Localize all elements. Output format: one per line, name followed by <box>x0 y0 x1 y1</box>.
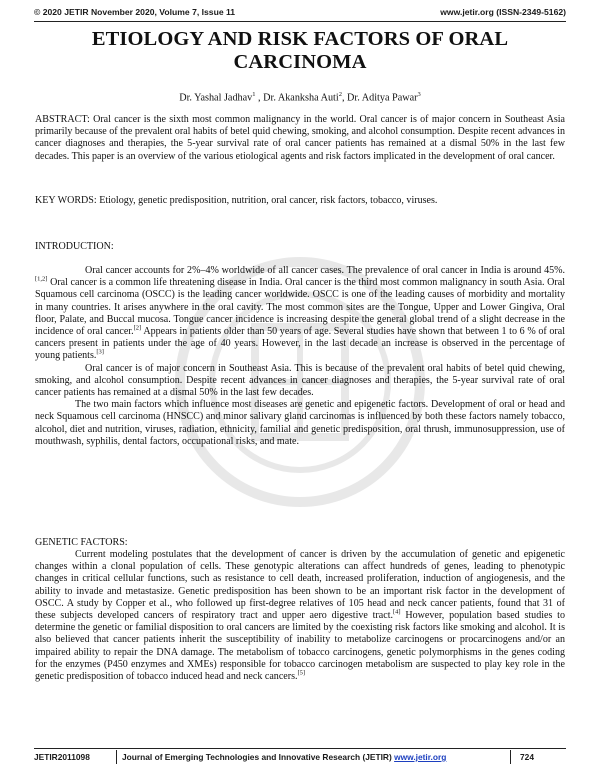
citation: [5] <box>297 669 306 677</box>
author-1-affiliation: 1 <box>252 91 256 98</box>
author-list <box>30 91 570 103</box>
page-number: 724 <box>520 752 534 762</box>
page-header <box>34 7 566 21</box>
title-line-2: CARCINOMA <box>233 51 367 73</box>
section-heading-introduction: INTRODUCTION: <box>35 241 114 252</box>
page-footer <box>34 752 566 766</box>
abstract-text: ABSTRACT: Oral cancer is the sixth most common malignancy in the world. Oral cancer is of major concern in Southeast Asia primarily because of the prevalent oral habits of betel quid chewing, smoking, and alcohol consumption. Despite recent advances in cancer diagnoses and therapies, the 5-year survival rate of oral cancer patients has remained at a dismal 50% in the last few decades. This paper is an overview of the various etiological agents and risk factors implicated in the development of oral cancer. <box>35 114 565 162</box>
genetic-paragraph-1: Current modeling postulates that the development of cancer is driven by the accumulation of genetic and epigenetic changes within a clonal population of cells. These genotypic alterations can affect hundreds of genes, leading to phenotypic changes in critical cellular functions, such as resistance to cell death, increased proliferation, induction of angiogenesis, and the ability to invade and metastasize. Genetic predisposition has been shown to be an important risk factor in the development of OSCC. A study by Copper et al., who followed up first-degree relatives of 105 head and neck cancer patients, found that 31 of these subjects developed cancers of respiratory tract and upper aero digestive tract.[4] However, population based studies to determine the genetic or familial disposition to oral cancers are limited by the coexisting risk factors like smoking and alcohol. It is also believed that cancer patients inherit the susceptibility of inability to metabolize carcinogens or procarcinogens and/or an impaired ability to repair the DNA damage. The metabolism of tobacco carcinogens, genetic polymorphisms in the genes coding for the enzymes (P450 enzymes and XMEs) responsible for tobacco carcinogen metabolism are suspected to play key role in the genetic predisposition of tobacco induced head and neck cancers.[5] <box>35 549 565 683</box>
article-code: JETIR2011098 <box>34 752 90 762</box>
citation: [4] <box>393 608 401 616</box>
header-website-issn[interactable]: www.jetir.org (ISSN-2349-5162) <box>440 7 566 17</box>
footer-separator <box>116 750 117 764</box>
keywords <box>35 195 565 207</box>
author-1: Dr. Yashal Jadhav <box>179 92 253 104</box>
footer-separator <box>510 750 511 764</box>
introduction-paragraph-2: Oral cancer is of major concern in Southeast Asia. This is because of the prevalent oral habits of betel quid chewing, smoking, and alcohol consumption. Despite recent advances in cancer diagnoses and therapies, the 5-year survival rate of oral cancer patients has remained at a dismal 50% in the last few decades. <box>35 362 565 399</box>
header-divider <box>34 21 566 22</box>
author-separator: , <box>255 92 264 104</box>
paper-title <box>30 28 570 74</box>
citation: [3] <box>96 349 104 357</box>
introduction-body <box>35 265 565 448</box>
journal-website-link[interactable]: www.jetir.org <box>394 752 447 762</box>
author-3: Dr. Aditya Pawar <box>347 92 418 104</box>
introduction-paragraph-3: The two main factors which influence most diseases are genetic and epigenetic factors. Development of oral or head and neck Squamous cell carcinoma (HNSCC) and minor salivary gland carcinomas is influenced by both these factors namely tobacco, alcohol, diet and nutrition, viruses, radiation, ethnicity, familial and genetic predisposition, oral thrush, immunosuppression, use of mouthwash, syphilis, dental factors, occupational risks, and mate. <box>35 399 565 447</box>
journal-name: Journal of Emerging Technologies and Innovative Research (JETIR) www.jetir.org <box>122 752 447 762</box>
author-2-affiliation: 2 <box>338 91 342 98</box>
citation: [2] <box>133 324 142 332</box>
introduction-paragraph-1: Oral cancer accounts for 2%–4% worldwide of all cancer cases. The prevalence of oral cancer in India is around 45%.[1,2] Oral cancer is a common life threatening disease in India. Oral cancer is the third most common malignancy in south Asia. Oral Squamous cell carcinoma (OSCC) is the leading cancer worldwide. OSCC is one of the leading causes of morbidity and mortality in many countries. It arises anywhere in the oral cavity. The most common sites are the Tongue, Upper and Lower Gingiva, Oral floor, Palate, and Buccal mucosa. Tongue cancer incidence is increasing despite the general global trend of a slight decrease in the incidence of oral cancer.[2] Appears in patients older than 50 years of age. Several studies have shown that between 1 to 6 % of oral cancers present in patients under the age of 40 years. However, in the last decade an increase is observed in the percentage of young patients.[3] <box>35 265 566 362</box>
citation: [1,2] <box>35 275 48 283</box>
section-heading-genetic-factors: GENETIC FACTORS: <box>35 537 128 548</box>
author-separator: , <box>341 92 348 104</box>
abstract <box>35 114 565 163</box>
genetic-factors-body <box>35 549 565 683</box>
header-issue-info: © 2020 JETIR November 2020, Volume 7, Issue 11 <box>34 7 236 17</box>
footer-divider <box>34 748 566 749</box>
keywords-text: KEY WORDS: Etiology, genetic predisposition, nutrition, oral cancer, risk factors, tobacco, viruses. <box>35 195 438 206</box>
title-line-1: ETIOLOGY AND RISK FACTORS OF ORAL <box>91 28 509 50</box>
author-2: Dr. Akanksha Auti <box>263 92 339 104</box>
author-3-affiliation: 3 <box>417 91 421 98</box>
